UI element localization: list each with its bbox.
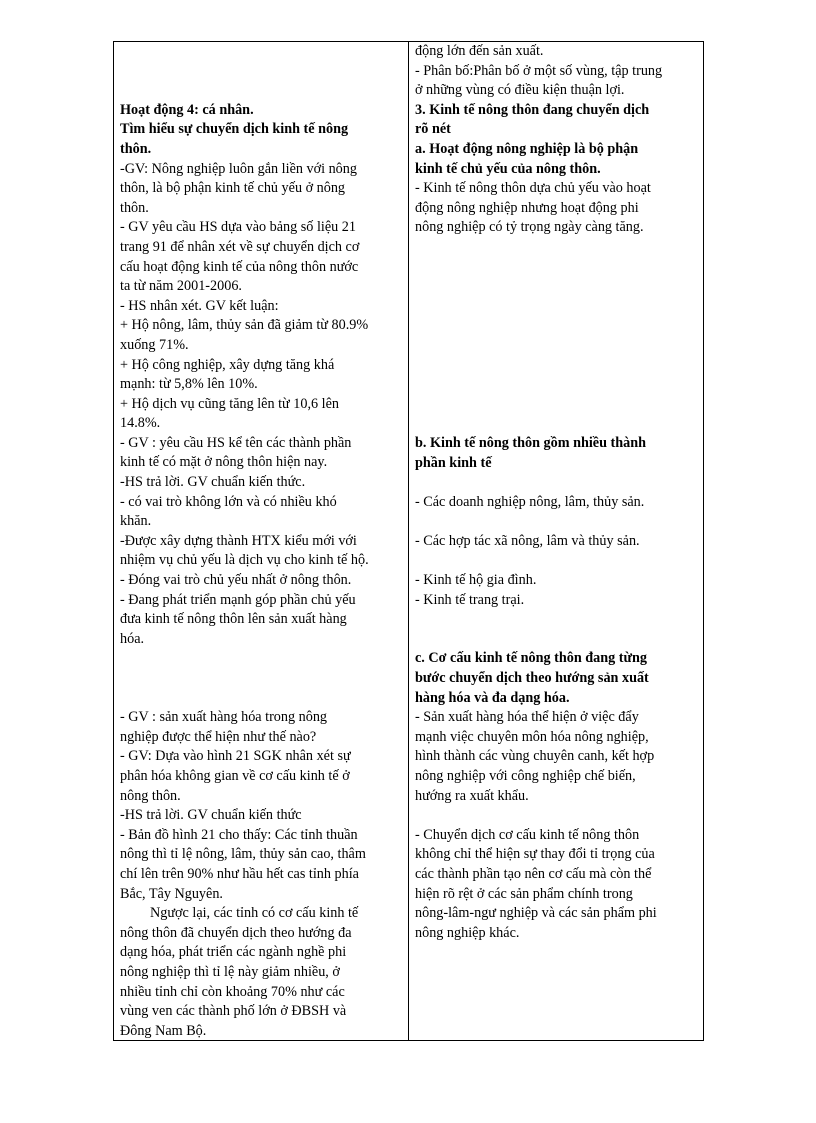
left-text-line: dạng hóa, phát triển các ngành nghề phi xyxy=(120,944,347,961)
left-text-line: -GV: Nông nghiệp luôn gắn liền với nông xyxy=(120,160,357,177)
left-text-line: đưa kinh tế nông thôn lên sản xuất hàng xyxy=(120,611,347,628)
right-text-line: - Kinh tế trang trại. xyxy=(415,591,525,608)
left-text-line: Đông Nam Bộ. xyxy=(120,1022,207,1039)
right-text-line: - Kinh tế hộ gia đình. xyxy=(415,572,537,589)
left-text-line: nông thôn đã chuyển dịch theo hướng đa xyxy=(120,924,352,941)
right-text-line: ở những vùng có điều kiện thuận lợi. xyxy=(415,82,625,99)
spacer xyxy=(415,512,699,532)
left-text-line: nông nghiệp thì tỉ lệ này giảm nhiều, ở xyxy=(120,963,340,980)
left-text-line: 14.8%. xyxy=(120,415,161,432)
right-column-content xyxy=(415,42,699,943)
left-text-line: + Hộ công nghiệp, xây dựng tăng khá xyxy=(120,356,335,373)
left-text-line: -HS trả lời. GV chuẩn kiến thức xyxy=(120,807,302,824)
right-text-line: phần kinh tế xyxy=(415,454,492,471)
right-text-line: không chỉ thể hiện sự thay đổi tỉ trọng của xyxy=(415,846,655,863)
right-text-line: - Các doanh nghiệp nông, lâm, thủy sản. xyxy=(415,493,645,510)
right-text-line: nông-lâm-ngư nghiệp và các sản phẩm phi xyxy=(415,905,657,922)
left-text-line: thôn, là bộ phận kinh tế chủ yếu ở nông xyxy=(120,180,346,197)
right-text-line: hàng hóa và đa dạng hóa. xyxy=(415,689,570,706)
right-text-line: động lớn đến sản xuất. xyxy=(415,43,544,59)
left-text-line: Ngược lại, các tỉnh có cơ cấu kinh tế xyxy=(150,905,359,922)
left-text-line: trang 91 để nhân xét về sự chuyển dịch cơ xyxy=(120,238,360,255)
left-text-line: - GV : sản xuất hàng hóa trong nông xyxy=(120,709,328,726)
spacer xyxy=(120,42,402,101)
left-text-line: nhiều tỉnh chỉ còn khoảng 70% như các xyxy=(120,983,345,1000)
left-text-line: ta từ năm 2001-2006. xyxy=(120,278,242,295)
right-text-line: mạnh việc chuyên môn hóa nông nghiệp, xyxy=(415,728,649,745)
spacer xyxy=(415,806,699,826)
right-text-line: b. Kinh tế nông thôn gồm nhiều thành xyxy=(415,434,647,451)
left-text-line: vùng ven các thành phố lớn ở ĐBSH và xyxy=(120,1003,347,1020)
right-text-line: hướng ra xuất khẩu. xyxy=(415,787,529,804)
left-text-line: + Hộ nông, lâm, thủy sản đã giảm từ 80.9% xyxy=(120,317,369,334)
right-text-line: c. Cơ cấu kinh tế nông thôn đang từng xyxy=(415,650,647,667)
left-text-line: mạnh: từ 5,8% lên 10%. xyxy=(120,376,258,393)
left-text-line: - có vai trò không lớn và có nhiều khó xyxy=(120,493,337,510)
right-text-line: hiện rõ rệt ở các sản phẩm chính trong xyxy=(415,885,633,902)
right-text-line: động nông nghiệp nhưng hoạt động phi xyxy=(415,199,639,216)
left-text-line: cấu hoạt động kinh tế của nông thôn nước xyxy=(120,258,359,275)
left-text-line: - GV: Dựa vào hình 21 SGK nhân xét sự xyxy=(120,748,351,765)
content-table xyxy=(113,41,704,1041)
left-text-line: - Đóng vai trò chủ yếu nhất ở nông thôn. xyxy=(120,572,352,589)
left-text-line: - HS nhân xét. GV kết luận: xyxy=(120,297,279,314)
left-text-line: chí lên trên 90% như hầu hết cas tỉnh phía xyxy=(120,865,359,882)
right-text-line: - Các hợp tác xã nông, lâm và thủy sản. xyxy=(415,532,640,549)
left-text-line: nghiệp được thể hiện như thế nào? xyxy=(120,728,317,745)
left-text-line: Bắc, Tây Nguyên. xyxy=(120,885,223,902)
left-text-line: -Được xây dựng thành HTX kiểu mới với xyxy=(120,532,357,549)
left-text-line: khăn. xyxy=(120,513,152,530)
left-text-line: Hoạt động 4: cá nhân. xyxy=(120,101,254,118)
left-text-line: - GV : yêu cầu HS kể tên các thành phần xyxy=(120,434,352,451)
right-text-line: nông nghiệp với công nghiệp chế biến, xyxy=(415,768,636,785)
left-text-line: - Bản đồ hình 21 cho thấy: Các tỉnh thuần xyxy=(120,826,358,843)
left-text-line: hóa. xyxy=(120,630,145,647)
left-text-line: Tìm hiểu sự chuyển dịch kinh tế nông xyxy=(120,121,349,138)
spacer xyxy=(120,649,402,708)
column-divider xyxy=(408,42,409,1040)
right-text-line: kinh tế chủ yếu của nông thôn. xyxy=(415,160,601,177)
left-text-line: - Đang phát triển mạnh góp phần chủ yếu xyxy=(120,591,356,608)
right-text-line: - Chuyển dịch cơ cấu kinh tế nông thôn xyxy=(415,826,640,843)
left-text-line: -HS trả lời. GV chuẩn kiến thức. xyxy=(120,474,306,491)
right-text-line: rõ nét xyxy=(415,121,451,138)
left-text-line: - GV yêu cầu HS dựa vào bảng số liệu 21 xyxy=(120,219,356,236)
right-text-line: - Kinh tế nông thôn dựa chủ yếu vào hoạt xyxy=(415,180,651,197)
right-text-line: - Phân bố:Phân bố ở một số vùng, tập trung xyxy=(415,62,663,79)
right-text-line: hình thành các vùng chuyên canh, kết hợp xyxy=(415,748,655,765)
right-text-line: bước chuyển dịch theo hướng sản xuất xyxy=(415,670,649,687)
left-text-line: nông thì tỉ lệ nông, lâm, thủy sản cao, thâm xyxy=(120,846,366,863)
left-text-line: xuống 71%. xyxy=(120,336,189,353)
right-text-line: 3. Kinh tế nông thôn đang chuyển dịch xyxy=(415,101,650,118)
left-text-line: nông thôn. xyxy=(120,787,181,804)
left-text-line: thôn. xyxy=(120,199,149,216)
right-text-line: a. Hoạt động nông nghiệp là bộ phận xyxy=(415,140,639,157)
left-text-line: phân hóa không gian về cơ cấu kinh tế ở xyxy=(120,768,350,784)
right-text-line: nông nghiệp khác. xyxy=(415,924,520,941)
left-text-line: + Hộ dịch vụ cũng tăng lên từ 10,6 lên xyxy=(120,395,340,412)
spacer xyxy=(415,552,699,572)
spacer xyxy=(415,610,699,649)
left-text-line: kinh tế có mặt ở nông thôn hiện nay. xyxy=(120,454,328,471)
left-text-line: thôn. xyxy=(120,140,152,157)
left-column-activities xyxy=(120,42,402,1041)
right-text-line: - Sản xuất hàng hóa thể hiện ở việc đẩy xyxy=(415,709,639,726)
right-text-line: các thành phần tạo nên cơ cấu mà còn thể xyxy=(415,866,652,882)
spacer xyxy=(415,473,699,493)
spacer xyxy=(415,238,699,434)
left-text-line: nhiệm vụ chủ yếu là dịch vụ cho kinh tế hộ. xyxy=(120,552,369,569)
right-text-line: nông nghiệp có tỷ trọng ngày càng tăng. xyxy=(415,219,644,236)
